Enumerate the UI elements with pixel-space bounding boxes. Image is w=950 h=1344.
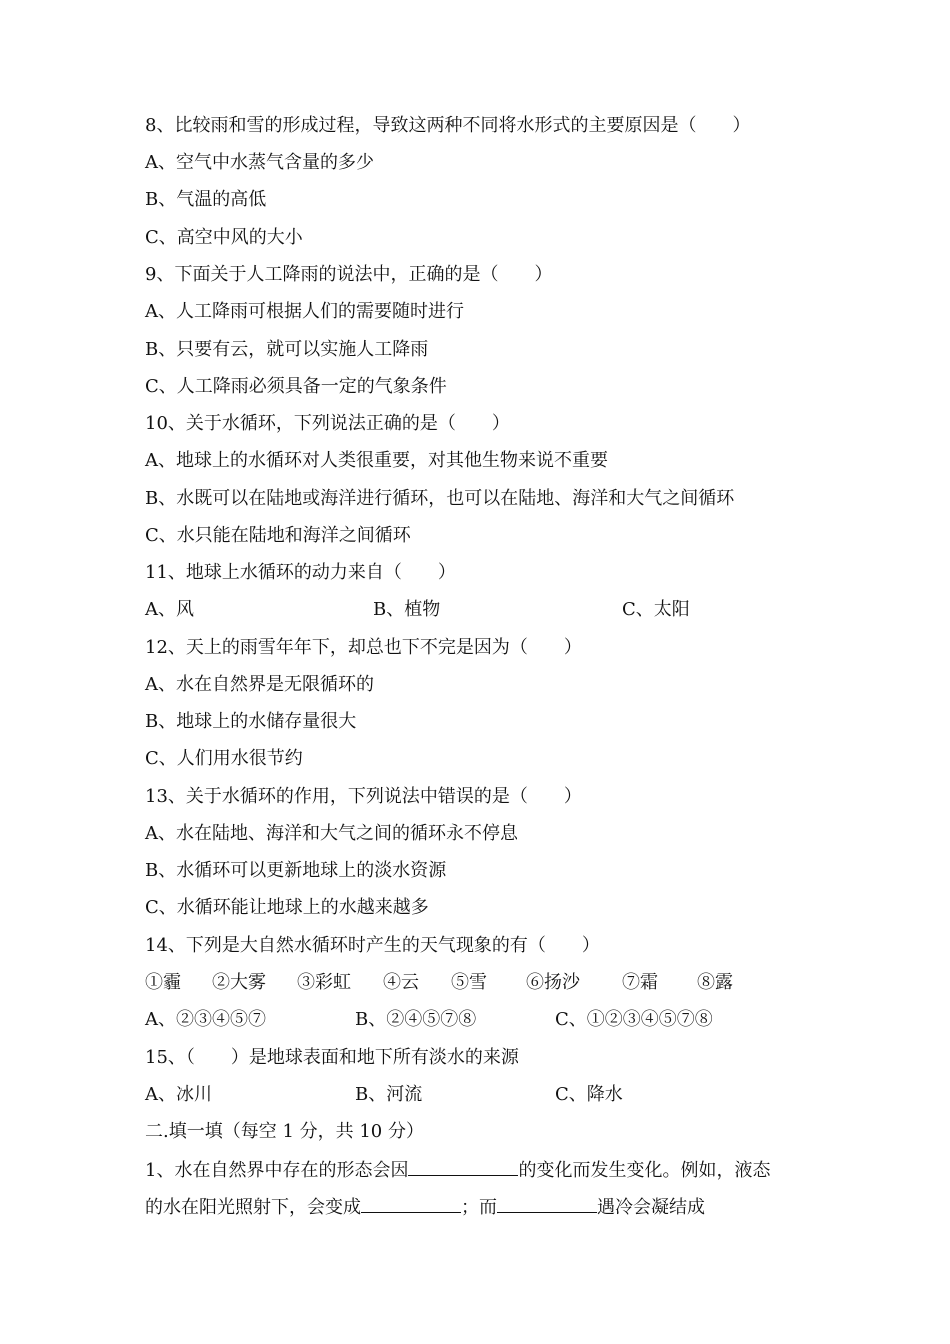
fill1-text-3: 的水在阳光照射下，会变成 bbox=[145, 1197, 361, 1218]
fill1-blank-2[interactable] bbox=[361, 1194, 461, 1213]
q13-stem: 13、关于水循环的作用，下列说法中错误的是（ ） bbox=[145, 786, 582, 807]
q14-item-3: ③彩虹 bbox=[297, 972, 351, 993]
fill1-text-5: 遇冷会凝结成 bbox=[597, 1197, 705, 1218]
q14-item-1: ①霾 bbox=[145, 972, 181, 993]
q14-item-4: ④云 bbox=[383, 972, 419, 993]
q10-stem: 10、关于水循环，下列说法正确的是（ ） bbox=[145, 413, 510, 434]
q15-option-a: A、冰川 bbox=[145, 1084, 212, 1105]
q12-option-b: B、地球上的水储存量很大 bbox=[145, 711, 357, 732]
q8-option-b: B、气温的高低 bbox=[145, 189, 267, 210]
fill1-blank-1[interactable] bbox=[408, 1157, 518, 1176]
q13-option-a: A、水在陆地、海洋和大气之间的循环永不停息 bbox=[145, 823, 518, 844]
section2-heading: 二.填一填（每空 1 分，共 10 分） bbox=[145, 1121, 424, 1142]
q10-option-a: A、地球上的水循环对人类很重要，对其他生物来说不重要 bbox=[145, 450, 608, 471]
q14-item-5: ⑤雪 bbox=[451, 972, 487, 993]
fill1-text-1: 1、水在自然界中存在的形态会因 bbox=[145, 1160, 409, 1181]
q9-option-c: C、人工降雨必须具备一定的气象条件 bbox=[145, 376, 447, 397]
q12-option-c: C、人们用水很节约 bbox=[145, 748, 303, 769]
fill1-blank-3[interactable] bbox=[497, 1194, 597, 1213]
q8-stem: 8、比较雨和雪的形成过程，导致这两种不同将水形式的主要原因是（ ） bbox=[145, 115, 751, 136]
q8-option-c: C、高空中风的大小 bbox=[145, 227, 303, 248]
q14-option-c: C、①②③④⑤⑦⑧ bbox=[555, 1009, 713, 1030]
q12-option-a: A、水在自然界是无限循环的 bbox=[145, 674, 374, 695]
q15-option-b: B、河流 bbox=[355, 1084, 423, 1105]
q14-item-7: ⑦霜 bbox=[622, 972, 658, 993]
q14-stem: 14、下列是大自然水循环时产生的天气现象的有（ ） bbox=[145, 935, 600, 956]
q14-item-8: ⑧露 bbox=[697, 972, 733, 993]
q11-option-b: B、植物 bbox=[373, 599, 441, 620]
fill1-line2 bbox=[145, 1194, 705, 1220]
q13-option-c: C、水循环能让地球上的水越来越多 bbox=[145, 897, 429, 918]
q11-option-c: C、太阳 bbox=[622, 599, 690, 620]
q13-option-b: B、水循环可以更新地球上的淡水资源 bbox=[145, 860, 447, 881]
q9-option-a: A、人工降雨可根据人们的需要随时进行 bbox=[145, 301, 464, 322]
q14-option-b: B、②④⑤⑦⑧ bbox=[355, 1009, 477, 1030]
q9-stem: 9、下面关于人工降雨的说法中，正确的是（ ） bbox=[145, 264, 553, 285]
q8-option-a: A、空气中水蒸气含量的多少 bbox=[145, 152, 374, 173]
q10-option-c: C、水只能在陆地和海洋之间循环 bbox=[145, 525, 411, 546]
q10-option-b: B、水既可以在陆地或海洋进行循环，也可以在陆地、海洋和大气之间循环 bbox=[145, 488, 735, 509]
q9-option-b: B、只要有云，就可以实施人工降雨 bbox=[145, 339, 429, 360]
q11-stem: 11、地球上水循环的动力来自（ ） bbox=[145, 562, 456, 583]
q14-item-2: ②大雾 bbox=[212, 972, 266, 993]
q14-option-a: A、②③④⑤⑦ bbox=[145, 1009, 266, 1030]
q15-option-c: C、降水 bbox=[555, 1084, 623, 1105]
fill1-line1 bbox=[145, 1157, 770, 1183]
fill1-text-2: 的变化而发生变化。例如，液态 bbox=[518, 1160, 771, 1181]
q15-stem: 15、（ ）是地球表面和地下所有淡水的来源 bbox=[145, 1047, 519, 1068]
fill1-text-4: ；而 bbox=[461, 1197, 497, 1218]
q14-item-6: ⑥扬沙 bbox=[526, 972, 580, 993]
q11-option-a: A、风 bbox=[145, 599, 194, 620]
q12-stem: 12、天上的雨雪年年下，却总也下不完是因为（ ） bbox=[145, 637, 582, 658]
